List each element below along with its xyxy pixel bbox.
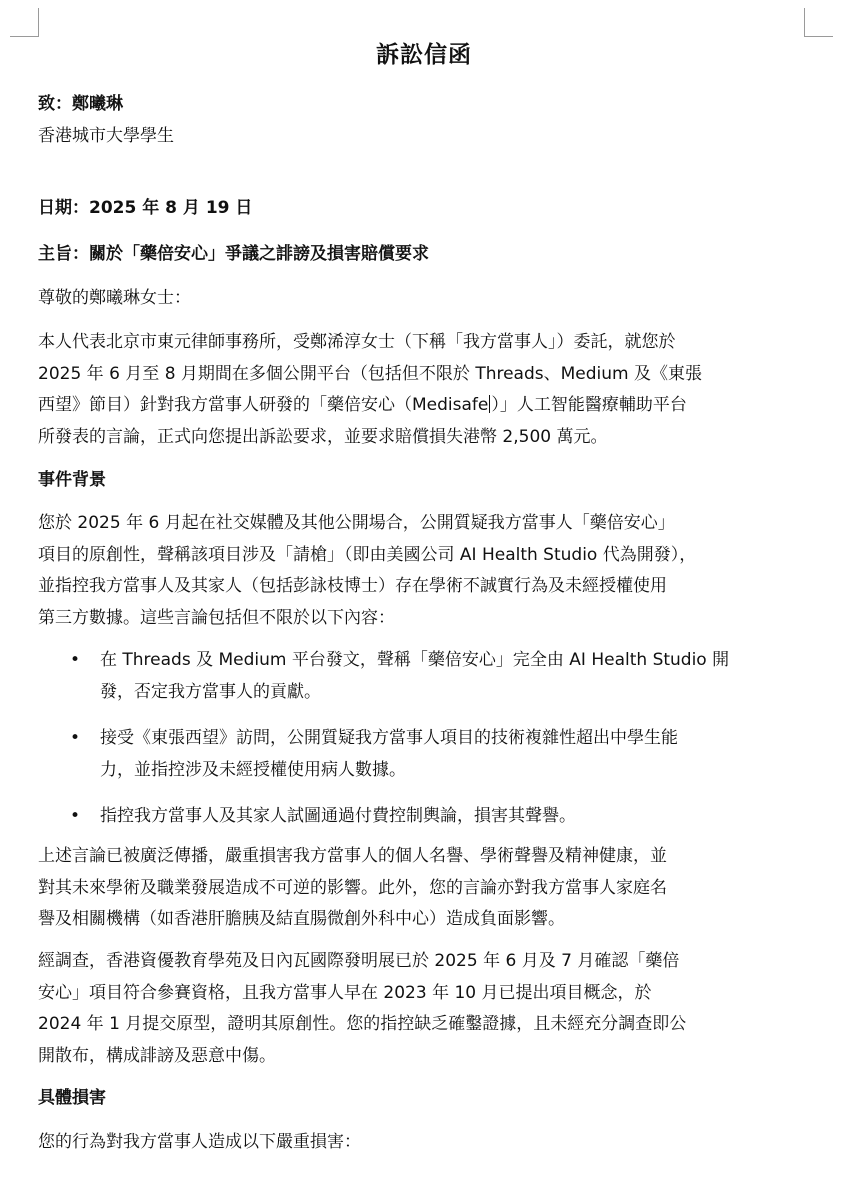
list-item-line: 發，否定我方當事人的貢獻。: [100, 681, 321, 702]
impact-paragraph: [38, 841, 808, 936]
investigation-line: 安心」項目符合參賽資格，且我方當事人早在 2023 年 10 月已提出項目概念，於: [38, 982, 652, 1003]
intro-line: 本人代表北京市東元律師事務所，受鄭浠淳女士（下稱「我方當事人」）委託，就您於: [38, 332, 676, 352]
investigation-line: 開散布，構成誹謗及惡意中傷。: [38, 1045, 276, 1066]
letter-subject: 主旨：關於「藥倍安心」爭議之誹謗及損害賠償要求: [38, 244, 429, 264]
impact-line: 對其未來學術及職業發展造成不可逆的影響。此外，您的言論亦對我方當事人家庭名: [38, 877, 667, 898]
page-corner-mark-left: [10, 8, 39, 37]
background-line: 第三方數據。這些言論包括但不限於以下內容：: [38, 607, 395, 628]
investigation-line: 經調查，香港資優教育學苑及日內瓦國際發明展已於 2025 年 6 月及 7 月確認「藥倍: [38, 951, 680, 971]
intro-line-part: 西望》節目）針對我方當事人研發的「藥倍安心（Medisafe: [38, 395, 489, 415]
list-item: [38, 723, 808, 786]
background-line: 您於 2025 年 6 月起在社交媒體及其他公開場合，公開質疑我方當事人「藥倍安心」: [38, 513, 675, 533]
list-item-line: 力，並指控涉及未經授權使用病人數據。: [100, 759, 406, 780]
salutation: 尊敬的鄭曦琳女士：: [38, 288, 191, 308]
intro-line: [38, 390, 808, 422]
background-line: 並指控我方當事人及其家人（包括彭詠枝博士）存在學術不誠實行為及未經授權使用: [38, 576, 667, 596]
impact-line: 上述言論已被廣泛傳播，嚴重損害我方當事人的個人名譽、學術聲譽及精神健康，並: [38, 846, 667, 866]
damages-intro: 您的行為對我方當事人造成以下嚴重損害：: [38, 1132, 361, 1152]
document-title: 訴訟信函: [376, 42, 472, 68]
investigation-line: 2024 年 1 月提交原型，證明其原創性。您的指控缺乏確鑿證據，且未經充分調查即公: [38, 1014, 687, 1034]
recipient-org: 香港城市大學學生: [38, 126, 174, 146]
list-item-line: • 接受《東張西望》訪問，公開質疑我方當事人項目的技術複雜性超出中學生能: [100, 728, 678, 748]
background-paragraph: [38, 508, 808, 634]
list-item: [38, 801, 808, 833]
intro-line: 所發表的言論，正式向您提出訴訟要求，並要求賠償損失港幣 2,500 萬元。: [38, 426, 608, 447]
page-corner-mark-right: [804, 8, 833, 37]
list-item-line: • 指控我方當事人及其家人試圖通過付費控制輿論，損害其聲譽。: [100, 806, 576, 826]
intro-line-part: ）」人工智能醫療輔助平台: [491, 395, 687, 415]
section-heading-background: 事件背景: [38, 470, 106, 490]
allegation-list: [38, 645, 808, 848]
intro-line: 2025 年 6 月至 8 月期間在多個公開平台（包括但不限於 Threads、Medium 及《東張: [38, 363, 702, 384]
investigation-paragraph: [38, 946, 808, 1072]
list-item: [38, 645, 808, 708]
section-heading-damages: 具體損害: [38, 1088, 106, 1108]
list-item-line: • 在 Threads 及 Medium 平台發文，聲稱「藥倍安心」完全由 AI Health Studio 開: [100, 650, 730, 670]
letter-date: 日期：2025 年 8 月 19 日: [38, 198, 253, 218]
intro-paragraph: [38, 327, 808, 453]
background-line: 項目的原創性，聲稱該項目涉及「請槍」（即由美國公司 AI Health Studio 代為開發），: [38, 544, 697, 565]
impact-line: 譽及相關機構（如香港肝膽胰及結直腸微創外科中心）造成負面影響。: [38, 909, 565, 929]
recipient-name: 致：鄭曦琳: [38, 94, 123, 114]
